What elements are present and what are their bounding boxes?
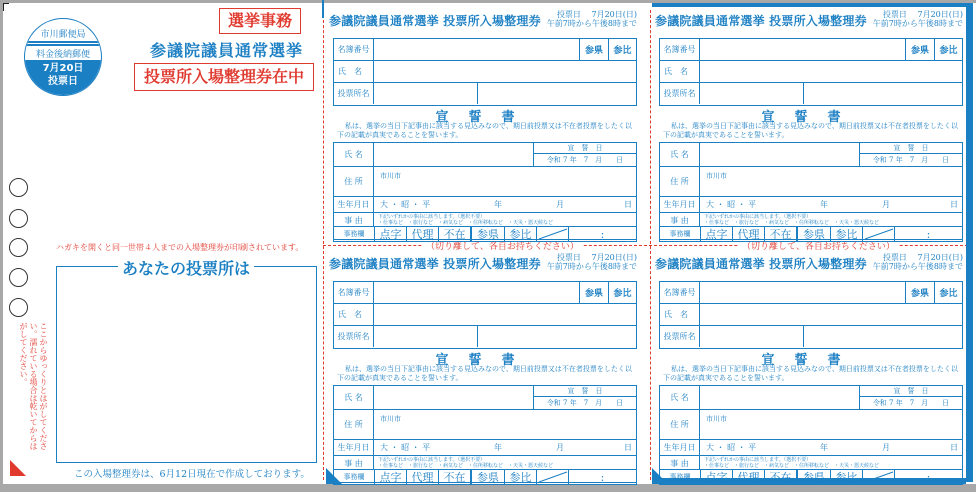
oath-text: 私は、選挙の当日下記事由に該当する見込みなので、期日前投票又は不在者投票をしたく以下の記載が真実であることを誓います。 [337,122,632,139]
oath-date-label: 宣 誓 日 [860,386,962,397]
address-field[interactable]: 市川市 [374,167,636,197]
polling-place-label: 投票所名 [660,83,700,104]
vote-date: 投票日 7月20日(日) [882,10,963,19]
dob-year: 年 [820,200,828,209]
diagonal-slash-icon [864,471,894,483]
reason-line1: 下記いずれかの事由に該当します。（選択不要） [704,214,812,220]
oath-name-label: 氏 名 [660,386,700,410]
reason-line2: ・仕事など ・旅行など ・病気など ・住所移転など ・天災・悪天候など [378,220,554,226]
dob-month: 月 [556,200,564,209]
polling-place-title: あなたの投票所は [118,256,254,279]
ticket-info-table [659,281,963,349]
office-cell-slash[interactable] [536,470,568,484]
frame-bottom-edge [0,484,976,492]
office-cell-absentee[interactable]: 不在 [438,227,470,241]
address-label: 住 所 [334,167,374,197]
office-cell-time[interactable]: : [568,470,636,484]
polling-place-field[interactable] [700,326,804,347]
postage-stamp [24,18,102,96]
dob-day: 日 [950,200,958,209]
oath-name-label: 氏 名 [660,143,700,167]
punch-hole [9,178,28,197]
reason-field [700,213,962,227]
address-field[interactable]: 市川市 [700,167,962,197]
address-label: 住 所 [660,410,700,440]
divider [25,44,101,46]
office-cell-time[interactable]: : [568,227,636,241]
polling-place-field[interactable] [374,326,478,347]
oath-date-value[interactable]: 令和 7 年 7 月 日 [860,154,962,167]
polling-place-extra-field[interactable] [478,83,636,104]
office-cell-proxy[interactable]: 代理 [406,470,438,484]
enclosed-badge: 投票所入場整理券在中 [134,63,314,91]
admission-ticket [327,251,639,484]
address-label: 住 所 [660,167,700,197]
proportional-label: 参比 [935,282,962,304]
proportional-label: 参比 [609,39,636,61]
office-cell-prefecture[interactable]: 参県 [796,470,830,484]
office-use-table [333,469,637,485]
dob-eras: 大 ・ 昭 ・ 平 [706,443,757,452]
diagonal-slash-icon [864,228,894,240]
post-office: 市川郵便局 [40,30,86,40]
oath-name-label: 氏 名 [334,143,374,167]
oath-date-label: 宣 誓 日 [534,386,636,397]
dob-year: 年 [494,443,502,452]
punch-hole [9,238,28,257]
stamp-date: 7月20日 [42,63,84,74]
mail-type: 料金後納郵便 [35,50,90,60]
registry-number-field[interactable] [374,39,580,61]
edge-mark [322,0,324,18]
address-field[interactable]: 市川市 [700,410,962,440]
office-cell-proportional[interactable]: 参比 [830,227,862,241]
dob-day: 日 [624,200,632,209]
office-cell-braille[interactable]: 点字 [374,470,406,484]
polling-place-field[interactable] [700,83,804,104]
office-use-table [659,226,963,242]
punch-hole [9,298,28,317]
office-cell-time[interactable]: : [894,227,962,241]
office-cell-proportional[interactable]: 参比 [504,470,536,484]
vote-date: 投票日 7月20日(日) [882,253,963,262]
oath-name-field[interactable] [374,143,534,167]
name-field[interactable] [374,61,636,83]
vote-hours: 午前7時から午後8時まで [872,19,963,28]
oath-title: 宣誓書 [761,353,861,368]
dob-label: 生年月日 [334,440,374,456]
divider [25,41,101,43]
office-cell-braille[interactable]: 点字 [374,227,406,241]
vote-hours: 午前7時から午後8時まで [872,262,963,271]
dob-label: 生年月日 [334,197,374,213]
punch-hole [9,209,28,228]
office-cell-braille[interactable]: 点字 [700,470,732,484]
dob-month: 月 [882,200,890,209]
office-cell-proportional[interactable]: 参比 [830,470,862,484]
blue-band [966,7,973,482]
registry-number-field[interactable] [700,39,906,61]
office-cell-prefecture[interactable]: 参県 [796,227,830,241]
reason-label: 事 由 [660,456,700,470]
ticket-title: 参議院議員通常選挙 投票所入場整理券 [655,14,867,28]
ticket-date [873,10,963,28]
peel-instruction: ここからゆっくりとはがしてください。濡れている場合は乾いてからはがしてください。 [19,322,48,450]
name-label: 氏 名 [334,304,374,326]
office-cell-time[interactable]: : [894,470,962,484]
reason-field [374,213,636,227]
ticket-title: 参議院議員通常選挙 投票所入場整理券 [329,257,541,271]
name-field[interactable] [700,304,962,326]
address-label: 住 所 [334,410,374,440]
registry-number-field[interactable] [374,282,580,304]
office-cell-prefecture[interactable]: 参県 [470,470,504,484]
dob-eras: 大 ・ 昭 ・ 平 [380,200,431,209]
crop-mark [3,3,4,11]
office-cell-proxy[interactable]: 代理 [732,470,764,484]
peel-arrow-icon[interactable] [10,460,26,476]
ticket-date [547,10,637,28]
registry-number-field[interactable] [700,282,906,304]
oath-date-label: 宣 誓 日 [860,143,962,154]
admission-ticket [327,8,639,241]
name-label: 氏 名 [660,61,700,83]
proportional-label: 参比 [609,282,636,304]
dob-field[interactable] [374,440,636,456]
blue-band [652,3,973,7]
diagonal-slash-icon [538,228,568,240]
ticket-info-table [659,38,963,106]
ticket-info-table [333,38,637,106]
stamp-date-block [25,60,101,96]
oath-name-label: 氏 名 [334,386,374,410]
reason-label: 事 由 [334,213,374,227]
oath-date-value[interactable]: 令和 7 年 7 月 日 [534,154,636,167]
dob-field[interactable] [700,197,962,213]
office-cell-slash[interactable] [862,470,894,484]
oath-text: 私は、選挙の当日下記事由に該当する見込みなので、期日前投票又は不在者投票をしたく以下の記載が真実であることを誓います。 [663,365,958,382]
cut-label: （切り離して、各自お持ちください） [422,239,583,252]
household-note: ハガキを開くと同一世帯４人までの入場整理券が印刷されています。 [56,243,304,252]
reason-line1: 下記いずれかの事由に該当します。（選択不要） [378,457,486,463]
polling-place-box [56,266,317,463]
registry-number-label: 名簿番号 [334,39,374,61]
polling-place-extra-field[interactable] [804,326,962,347]
dob-label: 生年月日 [660,197,700,213]
polling-place-extra-field[interactable] [478,326,636,347]
oath-date-value[interactable]: 令和 7 年 7 月 日 [534,397,636,410]
frame-left-edge [0,0,3,492]
dob-month: 月 [556,443,564,452]
reason-line1: 下記いずれかの事由に該当します。（選択不要） [704,457,812,463]
dob-year: 年 [494,200,502,209]
office-cell-slash[interactable] [862,227,894,241]
polling-place-label: 投票所名 [334,83,374,104]
prefecture-label: 参県 [580,39,609,61]
registry-number-label: 名簿番号 [334,282,374,304]
prefecture-label: 参県 [580,282,609,304]
footer-note: この入場整理券は、6月12日現在で作成しております。 [74,469,310,480]
office-cell-absentee[interactable]: 不在 [438,470,470,484]
office-label: 事務欄 [343,473,365,481]
office-label: 事務欄 [669,473,691,481]
oath-title: 宣誓書 [761,110,861,125]
reason-field [700,456,962,470]
registry-number-label: 名簿番号 [660,39,700,61]
office-cell-absentee[interactable]: 不在 [764,470,796,484]
oath-name-field[interactable] [374,386,534,410]
prefecture-label: 参県 [906,39,935,61]
name-field[interactable] [700,61,962,83]
office-cell-proxy[interactable]: 代理 [406,227,438,241]
office-cell-slash[interactable] [536,227,568,241]
office-cell-proportional[interactable]: 参比 [504,227,536,241]
dob-day: 日 [950,443,958,452]
reason-field [374,456,636,470]
dob-month: 月 [882,443,890,452]
ticket-title: 参議院議員通常選挙 投票所入場整理券 [329,14,541,28]
admission-ticket [653,251,965,484]
admission-ticket [653,8,965,241]
oath-title: 宣誓書 [435,110,535,125]
reason-line1: 下記いずれかの事由に該当します。（選択不要） [378,214,486,220]
vote-hours: 午前7時から午後8時まで [546,19,637,28]
office-cell-absentee[interactable]: 不在 [764,227,796,241]
stamp-day-label: 投票日 [48,76,78,87]
diagonal-slash-icon [538,471,568,483]
ticket-date [873,253,963,271]
dob-field[interactable] [374,197,636,213]
ticket-info-table [333,281,637,349]
polling-place-extra-field[interactable] [804,83,962,104]
vote-date: 投票日 7月20日(日) [556,253,637,262]
oath-text: 私は、選挙の当日下記事由に該当する見込みなので、期日前投票又は不在者投票をしたく以下の記載が真実であることを誓います。 [337,365,632,382]
cut-label: （切り離して、各自お持ちください） [738,239,899,252]
vote-date: 投票日 7月20日(日) [556,10,637,19]
election-title: 参議院議員通常選挙 [150,41,304,60]
dob-field[interactable] [700,440,962,456]
reason-label: 事 由 [660,213,700,227]
dob-label: 生年月日 [660,440,700,456]
ticket-date [547,253,637,271]
dob-eras: 大 ・ 昭 ・ 平 [706,200,757,209]
prefecture-label: 参県 [906,282,935,304]
office-use-table [659,469,963,485]
address-field[interactable]: 市川市 [374,410,636,440]
election-affairs-badge: 選挙事務 [219,8,301,34]
name-field[interactable] [374,304,636,326]
polling-place-field[interactable] [374,83,478,104]
reason-line2: ・仕事など ・旅行など ・病気など ・住所移転など ・天災・悪天候など [704,220,880,226]
office-label: 事務欄 [669,230,691,238]
vote-hours: 午前7時から午後8時まで [546,262,637,271]
reason-label: 事 由 [334,456,374,470]
oath-date-label: 宣 誓 日 [534,143,636,154]
polling-place-label: 投票所名 [334,326,374,347]
office-cell-braille[interactable]: 点字 [700,227,732,241]
office-cell-prefecture[interactable]: 参県 [470,227,504,241]
registry-number-label: 名簿番号 [660,282,700,304]
dob-year: 年 [820,443,828,452]
office-label: 事務欄 [343,230,365,238]
oath-name-field[interactable] [700,143,860,167]
punch-hole [9,268,28,287]
office-use-table [333,226,637,242]
proportional-label: 参比 [935,39,962,61]
dob-day: 日 [624,443,632,452]
reason-line2: ・仕事など ・旅行など ・病気など ・住所移転など ・天災・悪天候など [378,463,554,469]
oath-date-value[interactable]: 令和 7 年 7 月 日 [860,397,962,410]
oath-title: 宣誓書 [435,353,535,368]
name-label: 氏 名 [334,61,374,83]
name-label: 氏 名 [660,304,700,326]
oath-text: 私は、選挙の当日下記事由に該当する見込みなので、期日前投票又は不在者投票をしたく以下の記載が真実であることを誓います。 [663,122,958,139]
reason-line2: ・仕事など ・旅行など ・病気など ・住所移転など ・天災・悪天候など [704,463,880,469]
dob-eras: 大 ・ 昭 ・ 平 [380,443,431,452]
ticket-title: 参議院議員通常選挙 投票所入場整理券 [655,257,867,271]
oath-name-field[interactable] [700,386,860,410]
office-cell-proxy[interactable]: 代理 [732,227,764,241]
polling-place-label: 投票所名 [660,326,700,347]
